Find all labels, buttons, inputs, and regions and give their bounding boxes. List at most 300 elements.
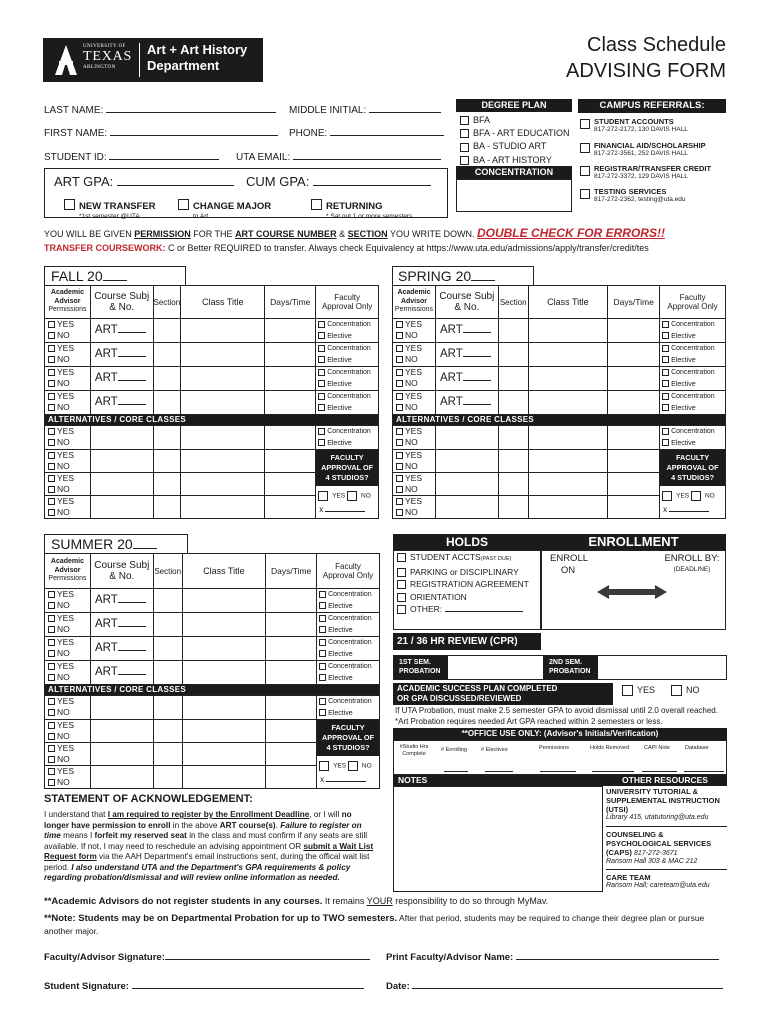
days-time-cell[interactable] [608,319,660,343]
elective-label: Elective [671,356,696,364]
no-label: NO [57,754,70,764]
course-number-cell[interactable] [435,496,498,519]
faculty-approval-cell[interactable] [660,391,726,415]
faculty-approval-box: FACULTY APPROVAL OF 4 STUDIOS? [316,450,378,486]
faculty-approval-box: FACULTY APPROVAL OF 4 STUDIOS? [317,720,379,756]
section-cell[interactable] [153,637,182,661]
concentration-label: Concentration [671,345,715,352]
section-cell[interactable] [153,367,181,391]
permission-notice [44,226,734,240]
faculty-approval-cell[interactable] [317,661,380,685]
no-label: NO [57,461,70,471]
office-use-permissions[interactable]: Permissions [539,745,569,751]
section-cell[interactable] [498,496,528,519]
section-cell[interactable] [153,766,182,789]
second-sem-line1: 2ND SEM. [549,659,583,666]
course-number-cell[interactable] [435,450,498,473]
first-name-label: FIRST NAME: [44,128,108,139]
degree-option-ba-history[interactable] [460,154,570,167]
art-prefix: ART [94,372,118,384]
concentration-label: Concentration [327,345,371,352]
past-due-label: (PAST DUE) [480,556,512,562]
yes-label: YES [405,426,423,436]
class-title-cell[interactable] [182,720,266,743]
no-label: NO [405,354,418,364]
section-cell[interactable] [153,391,181,415]
class-title-cell[interactable] [528,473,608,496]
days-time-cell[interactable] [266,589,317,613]
new-transfer-option[interactable] [64,196,156,220]
concentration-label: Concentration [328,639,372,646]
office-use-studio[interactable]: #Studio Hrs Complete [399,744,429,757]
concentration-label: Concentration [328,615,372,622]
advisor-permission-cell[interactable] [393,496,436,519]
class-title-cell[interactable] [182,766,266,789]
elective-label: Elective [328,709,353,717]
class-title-cell[interactable] [182,696,266,720]
no-label: NO [57,402,70,412]
class-title-cell[interactable] [182,637,266,661]
faculty-signature-label: Faculty/Advisor Signature: [44,952,165,963]
art-prefix: ART [94,594,118,606]
yes-label: YES [57,319,75,329]
second-sem-probation[interactable] [543,655,598,680]
art-prefix: ART [439,396,463,408]
course-number-cell[interactable] [90,743,153,766]
advisor-permission-cell[interactable] [45,696,91,720]
referral-info: 817-272-3561, 252 DAVIS HALL [594,150,688,157]
days-time-cell[interactable] [266,743,317,766]
advisor-permission-cell[interactable] [45,450,91,473]
studio-approval-choice[interactable] [317,756,379,771]
advisor-permission-cell[interactable] [45,720,91,743]
advisor-permission-cell[interactable] [45,613,91,637]
advisor-permission-cell[interactable] [393,343,436,367]
yes-label: YES [405,391,423,401]
no-label: NO [405,461,418,471]
faculty-approval-cell[interactable] [660,343,726,367]
referral-item[interactable] [580,187,728,209]
notice-permission: PERMISSION [134,229,191,239]
faculty-approval-cell[interactable] [316,319,379,343]
enroll-on [550,553,589,577]
section-cell[interactable] [153,319,181,343]
studio-approval-choice[interactable] [316,486,378,501]
course-number-cell[interactable] [90,720,153,743]
class-title-cell[interactable] [181,496,265,519]
faculty-col-header: Faculty Approval Only [317,554,380,589]
advisor-permission-cell[interactable] [393,426,436,450]
referral-info: 817-272-3372, 129 DAVIS HALL [594,173,688,180]
advisor-permission-cell[interactable] [45,496,91,519]
probation-note: **Note: Students may be on Departmental Probation for up to TWO semesters. After that period, students may be required to change their degree plan or pursue another major. [44,913,705,936]
faculty-approval-cell[interactable] [660,426,726,450]
faculty-approval-cell[interactable] [316,426,379,450]
no-label: NO [57,707,70,717]
advisor-permission-cell[interactable] [45,589,91,613]
class-title-cell[interactable] [528,319,608,343]
degree-option-bfa-art-ed[interactable] [460,127,570,140]
faculty-approval-cell[interactable] [316,343,379,367]
course-number-cell[interactable] [90,426,153,450]
no-label: NO [405,437,418,447]
class-title-cell[interactable] [528,391,608,415]
department-logo [43,38,263,82]
advisor-permission-cell[interactable] [45,426,91,450]
advisor-permission-cell[interactable] [393,319,436,343]
class-title-cell[interactable] [182,613,266,637]
section-cell[interactable] [498,319,528,343]
faculty-approval-cell[interactable] [660,367,726,391]
class-title-cell[interactable] [181,319,265,343]
student-id-field[interactable] [44,150,219,164]
student-signature-field[interactable] [44,979,364,992]
referral-name: FINANCIAL AID/SCHOLARSHIP [594,141,706,150]
advisor-permission-cell[interactable] [45,473,91,496]
spring-semester-title [392,266,534,286]
yes-label: YES [333,762,347,770]
class-title-cell[interactable] [528,496,608,519]
x-mark: x [663,505,668,514]
class-title-cell[interactable] [528,426,608,450]
concentration-label: Concentration [327,393,371,400]
alternatives-bar: ALTERNATIVES / CORE CLASSES [45,685,380,696]
section-cell[interactable] [153,661,182,685]
advisor-permission-cell[interactable] [393,367,436,391]
yes-label: YES [57,766,75,776]
print-name-field[interactable] [386,950,719,963]
class-title-cell[interactable] [182,661,266,685]
yes-label: YES [405,473,423,483]
course-number-cell[interactable] [90,496,153,519]
office-use-holds[interactable]: Holds Removed [590,745,630,751]
elective-label: Elective [671,439,696,447]
faculty-signature-field[interactable] [44,950,370,963]
class-title-cell[interactable] [182,743,266,766]
section-cell[interactable] [153,450,181,473]
elective-label: Elective [328,650,353,658]
resource-caps-name [606,830,727,858]
days-time-cell[interactable] [266,766,317,789]
notice-text: & [336,229,348,239]
course-number-cell[interactable] [435,473,498,496]
course-number-cell[interactable] [90,391,153,415]
course-number-cell[interactable] [435,319,498,343]
hold-item[interactable] [397,566,529,579]
returning-option[interactable] [311,196,412,220]
days-time-cell[interactable] [265,450,316,473]
course-number-cell[interactable] [435,391,498,415]
class-title-cell[interactable] [528,343,608,367]
faculty-approval-cell[interactable] [317,589,380,613]
holds-list [397,551,529,616]
office-use-enrolling[interactable]: # Enrolling [441,747,467,753]
course-number-cell[interactable] [90,766,153,789]
concentration-label: Concentration [328,698,372,705]
days-time-cell[interactable] [266,637,317,661]
yes-label: YES [57,743,75,753]
faculty-initial-line[interactable] [317,771,379,784]
uta-email-field[interactable] [236,150,441,164]
days-time-cell[interactable] [266,613,317,637]
course-number-cell[interactable] [90,473,153,496]
days-time-cell[interactable] [266,720,317,743]
section-cell[interactable] [498,450,528,473]
yes-label: YES [57,637,75,647]
course-number-cell[interactable] [435,343,498,367]
office-use-electives[interactable]: # Electives [481,747,508,753]
success-plan-line1: ACADEMIC SUCCESS PLAN COMPLETED [397,684,558,693]
section-cell[interactable] [153,743,182,766]
first-name-field[interactable] [44,126,278,140]
section-cell[interactable] [153,343,181,367]
degree-option-label: BFA [473,115,491,125]
logo-univ-line1: UNIVERSITY OF [83,44,126,49]
change-major-label: CHANGE MAJOR [193,201,272,212]
advisor-permission-cell[interactable] [45,391,91,415]
office-use-database[interactable]: Database [685,745,709,751]
course-number-cell[interactable] [90,367,153,391]
faculty-approval-box: FACULTY APPROVAL OF 4 STUDIOS? [660,450,725,486]
deadline-label: (DEADLINE) [673,566,711,573]
referral-name: REGISTRAR/TRANSFER CREDIT [594,164,712,173]
course-number-cell[interactable] [90,343,153,367]
faculty-approval-cell[interactable] [317,613,380,637]
advisor-permission-cell[interactable] [45,637,91,661]
yes-label: YES [57,720,75,730]
days-time-cell[interactable] [608,496,660,519]
course-number-cell[interactable] [90,589,153,613]
days-time-cell[interactable] [266,696,317,720]
concentration-label: Concentration [671,393,715,400]
art-prefix: ART [94,348,118,360]
class-title-cell[interactable] [181,426,265,450]
concentration-label: Concentration [328,663,372,670]
days-time-cell[interactable] [608,450,660,473]
hold-label: OTHER: [410,604,443,614]
transfer-coursework-label: TRANSFER COURSEWORK: [44,243,166,253]
art-prefix: ART [94,618,118,630]
other-resources-list [606,787,727,891]
course-number-cell[interactable] [90,637,153,661]
section-cell[interactable] [153,589,182,613]
yes-label: YES [57,473,75,483]
spring-schedule-table [392,285,726,519]
course-number-cell[interactable] [435,426,498,450]
last-name-field[interactable] [44,103,276,117]
section-col-header: Section [153,554,182,589]
class-title-cell[interactable] [181,391,265,415]
class-title-cell[interactable] [528,367,608,391]
days-time-cell[interactable] [608,391,660,415]
advisor-permission-cell[interactable] [393,450,436,473]
cum-gpa-label: CUM GPA: [246,174,310,189]
section-cell[interactable] [153,426,181,450]
advisor-permission-cell[interactable] [45,367,91,391]
middle-initial-field[interactable] [289,103,441,117]
days-time-cell[interactable] [608,343,660,367]
concentration-field[interactable] [456,179,572,212]
success-plan-choice[interactable] [622,685,700,696]
advisor-permission-cell[interactable] [45,319,91,343]
date-field[interactable] [386,979,723,992]
no-label: NO [57,672,70,682]
change-major-sub: to Art [193,213,209,220]
days-time-cell[interactable] [265,426,316,450]
change-major-option[interactable] [178,196,271,220]
art-gpa-field[interactable] [54,174,234,189]
x-mark: x [319,505,324,514]
student-signature-label: Student Signature: [44,981,129,992]
section-cell[interactable] [498,391,528,415]
art-prefix: ART [439,348,463,360]
faculty-approval-cell[interactable] [317,637,380,661]
print-name-label: Print Faculty/Advisor Name: [386,952,514,963]
uta-star-icon [55,45,77,75]
no-label: NO [57,624,70,634]
last-name-label: LAST NAME: [44,105,104,116]
section-cell[interactable] [498,426,528,450]
course-number-cell[interactable] [435,367,498,391]
double-arrow-icon [597,585,667,599]
resource-caps-info: Ransom Hall 303 & MAC 212 [606,858,727,871]
no-label: NO [405,402,418,412]
no-label: NO [361,762,372,770]
yes-label: YES [57,367,75,377]
advisor-permission-cell[interactable] [45,743,91,766]
no-label: NO [57,437,70,447]
class-title-cell[interactable] [528,450,608,473]
days-time-cell[interactable] [265,343,316,367]
first-sem-probation[interactable] [393,655,448,680]
days-time-cell[interactable] [265,319,316,343]
referral-item[interactable] [580,141,728,164]
first-sem-field[interactable] [448,655,543,680]
days-time-cell[interactable] [608,367,660,391]
fall-semester-title [44,266,186,286]
advisor-permission-cell[interactable] [393,473,436,496]
notes-field[interactable] [393,786,603,892]
class-title-col-header: Class Title [182,554,266,589]
referral-info: 817-272-2362, testing@uta.edu [594,196,686,203]
office-use-capi[interactable]: CAPI Note [644,745,670,751]
degree-option-label: BFA - ART EDUCATION [473,128,570,139]
course-number-cell[interactable] [90,319,153,343]
advisor-permission-cell[interactable] [45,766,91,789]
faculty-initial-line[interactable] [316,501,378,514]
faculty-initial-line[interactable] [660,501,725,514]
class-title-cell[interactable] [181,450,265,473]
course-number-cell[interactable] [90,450,153,473]
section-cell[interactable] [153,496,181,519]
phone-label: PHONE: [289,128,328,139]
hold-label: STUDENT ACCTS [410,552,481,562]
hold-item[interactable] [397,578,529,591]
section-cell[interactable] [153,613,182,637]
no-label: NO [686,685,700,695]
days-time-cell[interactable] [608,426,660,450]
no-label: NO [57,648,70,658]
hold-item[interactable] [397,551,529,566]
hold-item[interactable] [397,591,529,604]
section-cell[interactable] [153,473,181,496]
yes-label: YES [57,426,75,436]
class-title-cell[interactable] [181,343,265,367]
faculty-approval-cell[interactable] [316,367,379,391]
course-col-header: Course Subj & No. [435,286,498,319]
days-col-header: Days/Time [265,286,316,319]
advisor-permission-cell[interactable] [45,343,91,367]
class-title-cell[interactable] [182,589,266,613]
days-time-cell[interactable] [265,473,316,496]
degree-option-bfa[interactable] [460,114,570,127]
phone-field[interactable] [289,126,444,140]
faculty-approval-cell[interactable] [316,391,379,415]
days-time-cell[interactable] [265,496,316,519]
hold-item[interactable] [397,603,529,616]
art-prefix: ART [439,324,463,336]
resource-utsi-name: UNIVERSITY TUTORIAL & SUPPLEMENTAL INSTRUCTION (UTSI) [606,787,720,814]
concentration-label: Concentration [327,428,371,435]
class-title-cell[interactable] [181,367,265,391]
resource-caps-title: COUNSELING & PSYCHOLOGICAL SERVICES (CAPS) [606,829,712,857]
new-transfer-sub: *1st semester @UTA [79,213,140,220]
faculty-approval-cell[interactable] [317,696,380,720]
yes-label: YES [332,492,346,500]
faculty-approval-cell[interactable] [660,319,726,343]
elective-label: Elective [671,380,696,388]
concentration-label: Concentration [671,321,715,328]
section-cell[interactable] [498,367,528,391]
section-cell[interactable] [153,696,182,720]
degree-plan-list [460,114,570,167]
days-col-header: Days/Time [266,554,317,589]
no-label: NO [405,378,418,388]
statement-header: STATEMENT OF ACKNOWLEDGEMENT: [44,793,253,805]
course-number-cell[interactable] [90,661,153,685]
advisor-permission-cell[interactable] [45,661,91,685]
double-check-warning: DOUBLE CHECK FOR ERRORS!! [476,226,665,240]
hold-label: ORIENTATION [410,591,467,602]
cum-gpa-field[interactable] [246,174,431,189]
no-label: NO [361,492,371,500]
days-time-cell[interactable] [266,661,317,685]
advisor-permission-cell[interactable] [393,391,436,415]
no-label: NO [57,484,70,494]
referral-item[interactable] [580,164,728,187]
referral-item[interactable] [580,117,728,141]
enrollment-header: ENROLLMENT [541,534,726,550]
first-sem-line1: 1ST SEM. [399,659,431,666]
referrals-list [580,117,728,209]
class-title-cell[interactable] [181,473,265,496]
degree-option-ba-studio[interactable] [460,140,570,153]
days-time-cell[interactable] [265,391,316,415]
section-cell[interactable] [153,720,182,743]
office-use-header: **OFFICE USE ONLY: (Advisor's Initials/Verification) [393,728,727,740]
date-label: Date: [386,981,410,992]
studio-approval-choice[interactable] [660,486,725,501]
section-cell[interactable] [498,343,528,367]
concentration-label: Concentration [328,591,372,598]
course-number-cell[interactable] [90,613,153,637]
section-cell[interactable] [498,473,528,496]
yes-label: YES [57,391,75,401]
elective-label: Elective [327,332,352,340]
course-number-cell[interactable] [90,696,153,720]
days-time-cell[interactable] [608,473,660,496]
days-time-cell[interactable] [265,367,316,391]
